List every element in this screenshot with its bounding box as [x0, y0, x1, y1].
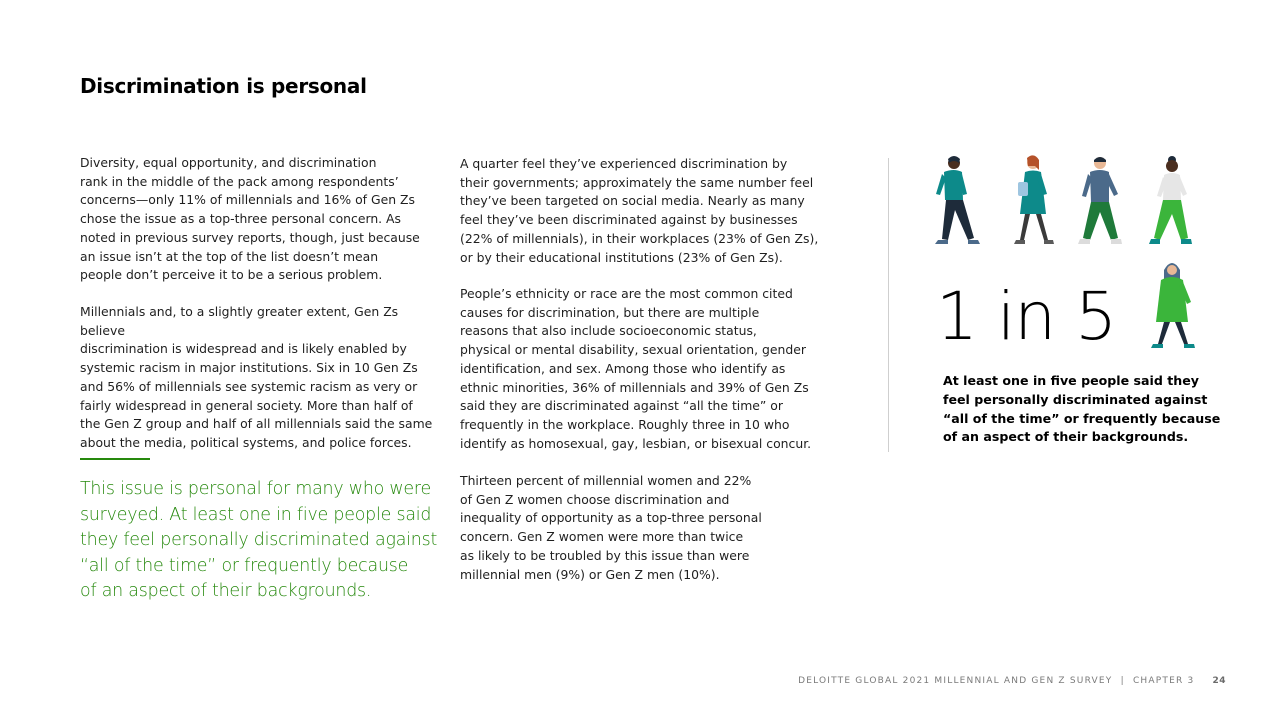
footer-text: DELOITTE GLOBAL 2021 MILLENNIAL AND GEN Z SURVEY | CHAPTER 3 — [798, 676, 1195, 686]
col1-paragraph-2: Millennials and, to a slightly greater extent, Gen Zs believe discrimination is widespread and is likely enabled by systemic racism in major institutions. Six in 10 Gen Zs and 56% of millennials see systemic racism as very or fairly widespread in general society. More than half of the Gen Z group and half of all millennials said the same about the media, political systems, and police forces. — [80, 304, 433, 450]
walking-person-icon-5 — [1146, 256, 1202, 350]
col2-paragraph-1: A quarter feel they’ve experienced discrimination by their governments; approximately the same number feel they’ve been targeted on social media. Nearly as many feel they’ve been discriminated against by businesses (22% of millennials), in their workplaces (23% of Gen Zs), or by their educational institutions (23% of Gen Zs). — [460, 156, 819, 265]
vertical-divider — [888, 158, 889, 452]
page-footer — [798, 676, 1226, 686]
col2-paragraph-2: People’s ethnicity or race are the most common cited causes for discrimination, but there are multiple reasons that also include socioeconomic status, physical or mental disability, sexual orientation, gender identification, and sex. Among those who identify as ethnic minorities, 36% of millennials and 39% of Gen Zs said they are discriminated against “all the time” or frequently in the workplace. Roughly three in 10 who identify as homosexual, gay, lesbian, or bisexual concur. — [460, 286, 812, 451]
walking-person-icon-3 — [1074, 154, 1130, 246]
walking-person-icon-4 — [1146, 154, 1202, 246]
col2-paragraph-3: Thirteen percent of millennial women and 22% of Gen Z women choose discrimination and inequality of opportunity as a top-three personal concern. Gen Z women were more than twice as likely to be troubled by this issue than were millennial men (9%) or Gen Z men (10%). — [460, 473, 762, 582]
stat-caption: At least one in five people said they feel personally discriminated against “all of the time” or frequently because of an aspect of their backgrounds. — [943, 373, 1221, 445]
col1-paragraph-1: Diversity, equal opportunity, and discrimination rank in the middle of the pack among respondents’ concerns—only 11% of millennials and 16% of Gen Zs chose the issue as a top-three personal concern. As noted in previous survey reports, though, just because an issue isn’t at the top of the list doesn’t mean people don’t perceive it to be a serious problem. — [80, 155, 420, 283]
page-number: 24 — [1212, 676, 1226, 686]
page-title: Discrimination is personal — [80, 74, 367, 98]
pull-quote: This issue is personal for many who were surveyed. At least one in five people said they feel personally discriminated against “all of the time” or frequently because of an aspect of their backgrounds. — [80, 479, 438, 602]
walking-person-icon-2 — [1006, 154, 1062, 246]
walking-person-icon-1 — [930, 154, 986, 246]
accent-divider — [80, 458, 150, 460]
big-stat: 1 in 5 — [936, 278, 1117, 355]
